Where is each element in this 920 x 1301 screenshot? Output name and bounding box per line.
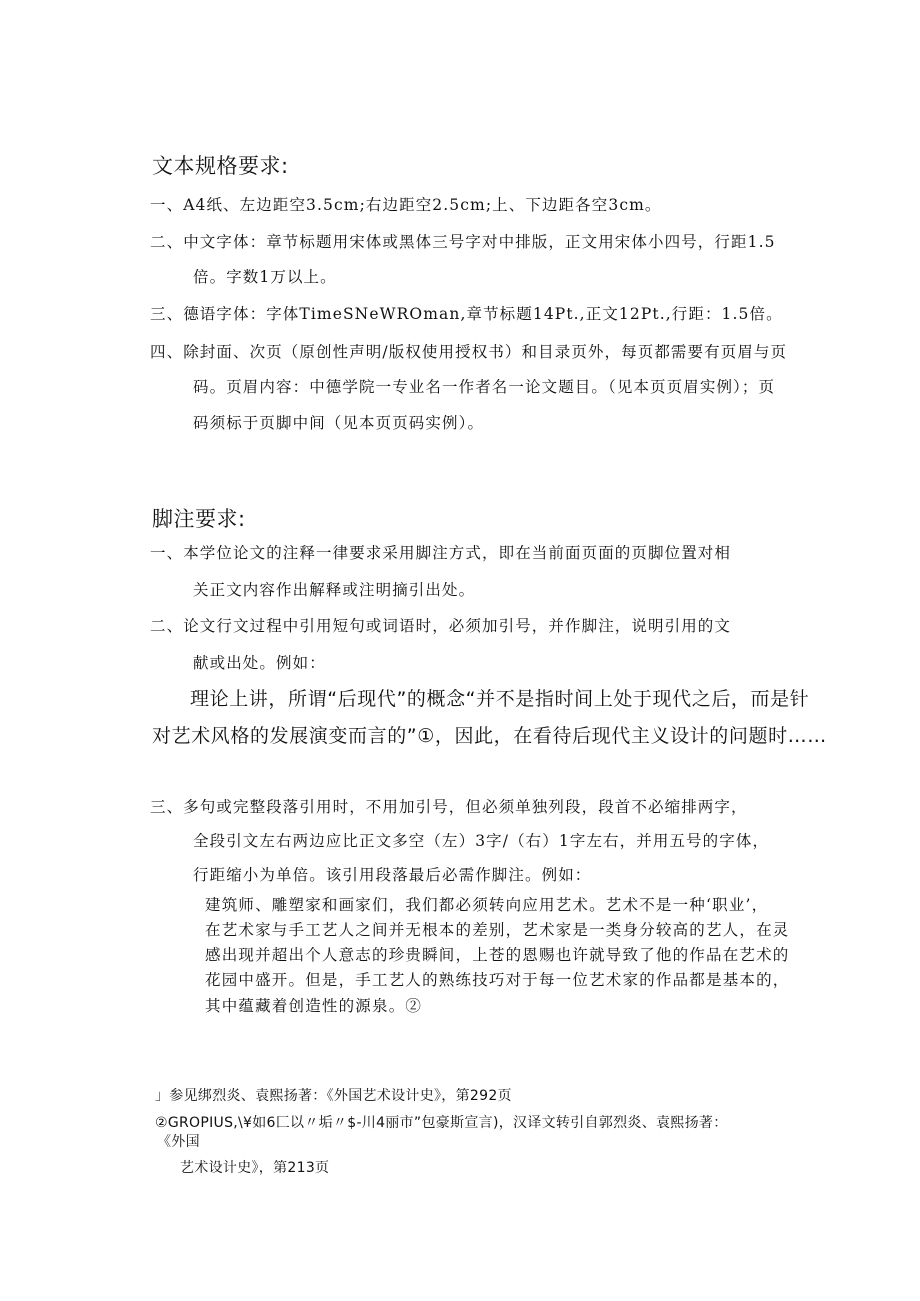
block-quote-line-2: 在艺术家与手工艺人之间并无根本的差别，艺术家是一类身分较高的艺人，在灵: [205, 921, 790, 939]
text-spec-item-4-line-3: 码须标于页脚中间（见本页页码实例）。: [193, 414, 485, 432]
footnote-spec-item-2-line-2: 献或出处。例如：: [193, 654, 326, 672]
block-quote-line-4: 花园中盛开。但是，手工艺人的熟练技巧对于每一位艺术家的作品都是基本的，: [205, 971, 790, 989]
text-spec-item-4-line-2: 码。页眉内容：中德学院一专业名一作者名一论文题目。（见本页页眉实例）；页: [193, 378, 776, 396]
footnote-1: 」参见绑烈炎、袁熙扬著：《外国艺术设计史》，第292页: [155, 1088, 512, 1104]
footnote-spec-item-1-line-1: 一、本学位论文的注释一律要求采用脚注方式，即在当前面页面的页脚位置对相: [150, 544, 732, 562]
example-1-line-2: 对艺术风格的发展演变而言的”①，因此，在看待后现代主义设计的问题时……: [152, 725, 827, 747]
footnote-2-line-3: 艺术设计史》，第213页: [180, 1160, 330, 1176]
block-quote-line-1: 建筑师、雕塑家和画家们，我们都必须转向应用艺术。艺术不是一种‘职业’，: [205, 896, 769, 914]
text-spec-item-3: 三、德语字体：字体TimeSNeWROman,章节标题14Pt.,正文12Pt.,行距：1.5倍。: [150, 305, 783, 323]
footnote-spec-item-3-line-3: 行距缩小为单倍。该引用段落最后必需作脚注。例如：: [193, 866, 592, 884]
footnote-spec-item-3-line-1: 三、多句或完整段落引用时，不用加引号，但必须单独列段，段首不必缩排两字，: [150, 798, 748, 816]
example-1-line-1: 理论上讲，所谓“后现代”的概念“并不是指时间上处于现代之后，而是针: [190, 688, 810, 710]
footnote-spec-item-1-line-2: 关正文内容作出解释或注明摘引出处。: [193, 581, 476, 599]
text-spec-item-4-line-1: 四、除封面、次页（原创性声明/版权使用授权书）和目录页外，每页都需要有页眉与页: [150, 343, 788, 361]
footnote-spec-item-3-line-2: 全段引文左右两边应比正文多空（左）3字/（右）1字左右，并用五号的字体，: [193, 832, 770, 850]
footnote-2-line-1: ②GROPIUS,\¥如6匚以〃垢〃$-川4丽市”包豪斯宣言)，汉译文转引自郭烈炎、袁熙扬著：: [155, 1115, 728, 1131]
text-spec-item-1: 一、A4纸、左边距空3.5cm;右边距空2.5cm;上、下边距各空3cm。: [150, 196, 662, 214]
text-spec-heading: 文本规格要求:: [152, 154, 289, 178]
footnote-2-line-2: 《外国: [157, 1134, 200, 1150]
block-quote-line-5: 其中蕴藏着创造性的源泉。②: [205, 997, 423, 1015]
footnote-spec-item-2-line-1: 二、论文行文过程中引用短句或词语时，必须加引号，并作脚注，说明引用的文: [150, 617, 732, 635]
text-spec-item-2-line-2: 倍。字数1万以上。: [193, 268, 337, 286]
block-quote-line-3: 感出现并超出个人意志的珍贵瞬间，上苍的恩赐也许就导致了他的作品在艺术的: [205, 946, 790, 964]
footnote-spec-heading: 脚注要求:: [152, 507, 246, 531]
text-spec-item-2-line-1: 二、中文字体：章节标题用宋体或黑体三号字对中排版，正文用宋体小四号，行距1.5: [150, 233, 776, 251]
